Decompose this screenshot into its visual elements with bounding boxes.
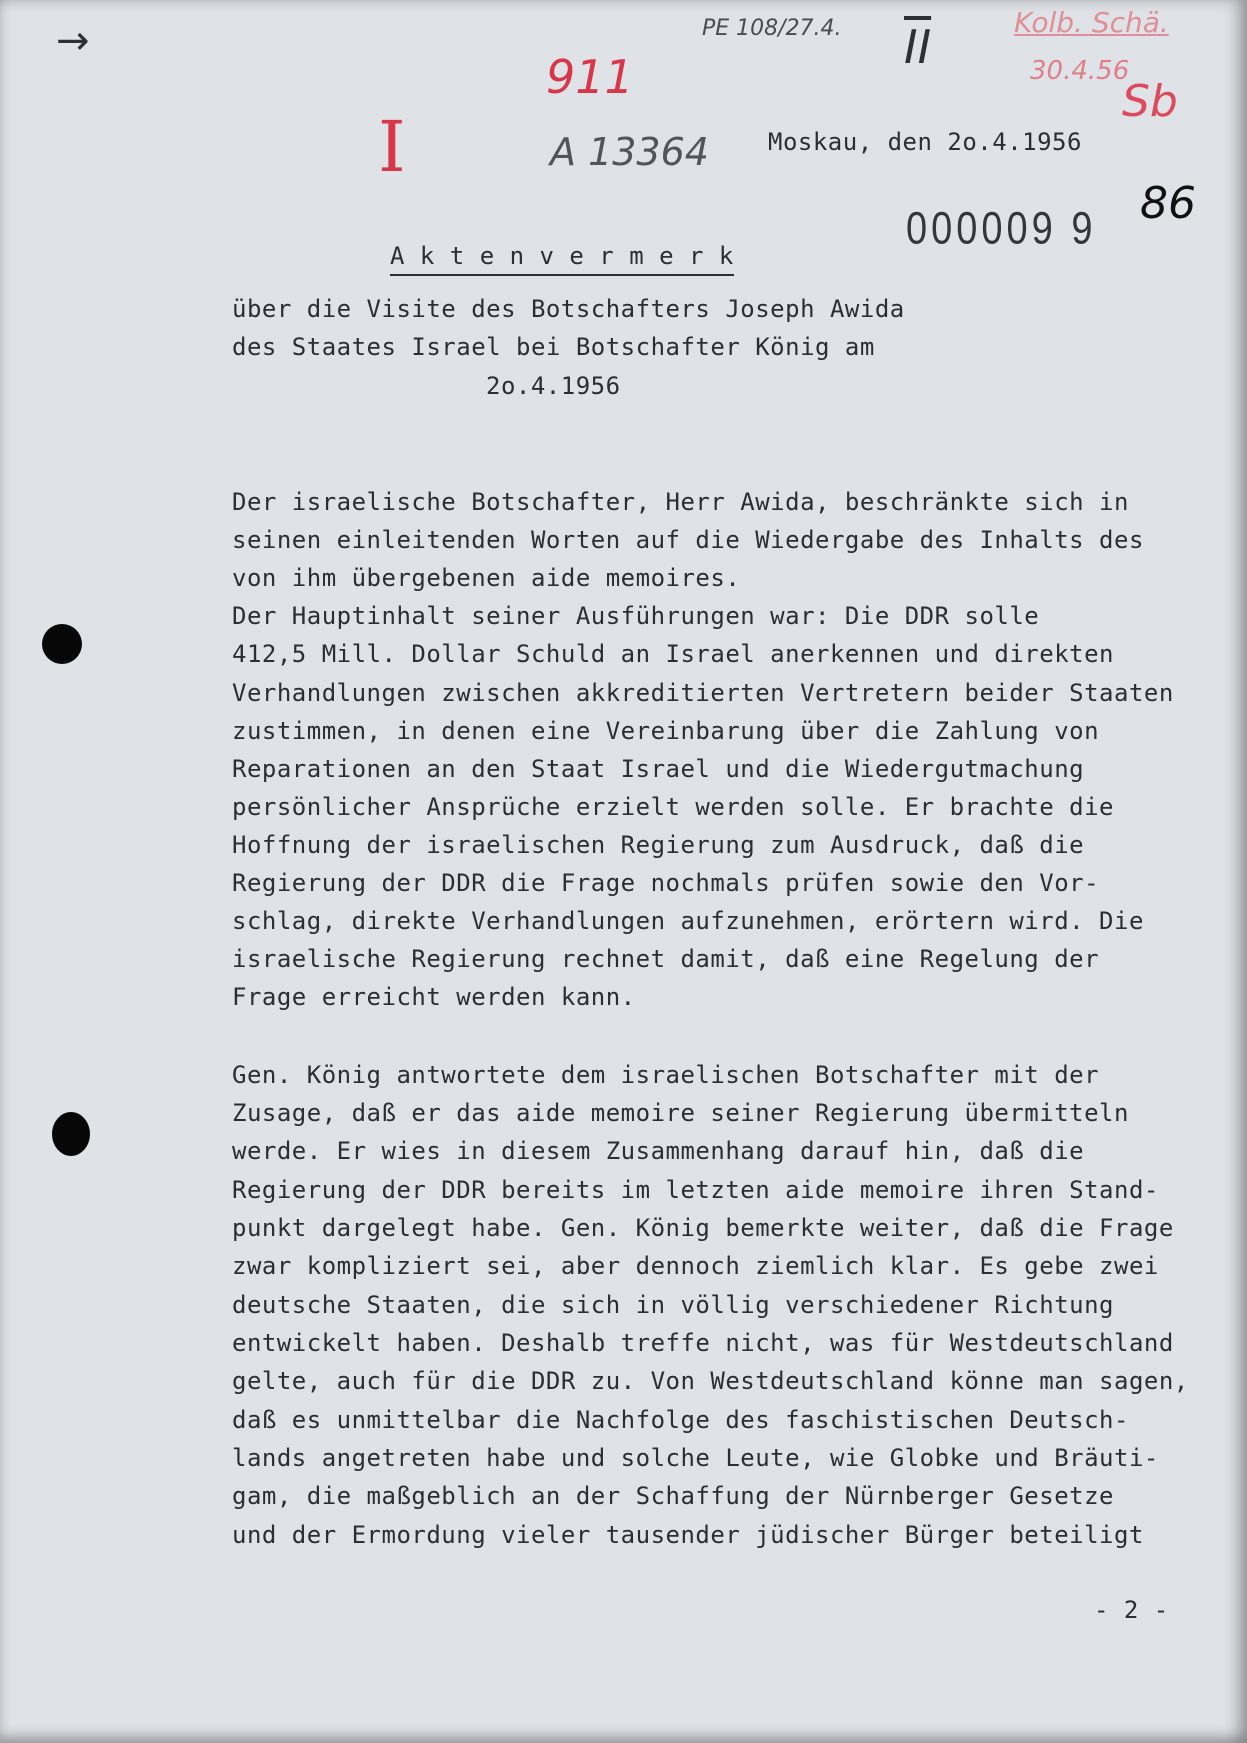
- paragraph-line: entwickelt haben. Deshalb treffe nicht, was für Westdeutschland: [232, 1329, 1174, 1357]
- signature-top-right: Kolb. Schä.: [1014, 6, 1169, 39]
- paragraph-line: Regierung der DDR bereits im letzten aide memoire ihren Stand-: [232, 1176, 1159, 1204]
- paragraph-line: Hoffnung der israelischen Regierung zum Ausdruck, daß die: [232, 831, 1085, 859]
- paragraph-line: zustimmen, in denen eine Vereinbarung über die Zahlung von: [232, 717, 1100, 745]
- next-page-marker: - 2 -: [1094, 1596, 1169, 1624]
- paragraph-line: schlag, direkte Verhandlungen aufzunehmen, erörtern wird. Die: [232, 907, 1144, 935]
- paragraph-line: Der israelische Botschafter, Herr Awida, beschränkte sich in: [232, 488, 1129, 516]
- paragraph-line: gelte, auch für die DDR zu. Von Westdeutschland könne man sagen,: [232, 1367, 1189, 1395]
- file-number-red: 911: [546, 50, 634, 104]
- paragraph-line: von ihm übergebenen aide memoires.: [232, 564, 741, 592]
- paragraph-line: Zusage, daß er das aide memoire seiner Regierung übermitteln: [232, 1099, 1129, 1127]
- paragraph-line: und der Ermordung vieler tausender jüdischer Bürger beteiligt: [232, 1521, 1144, 1549]
- punch-hole-upper: [42, 624, 82, 664]
- paragraph-line: Gen. König antwortete dem israelischen Botschafter mit der: [232, 1061, 1100, 1089]
- paragraph-line: 412,5 Mill. Dollar Schuld an Israel anerkennen und direkten: [232, 640, 1115, 668]
- place-and-date: Moskau, den 2o.4.1956: [768, 128, 1082, 156]
- page-number-handwritten: 86: [1140, 178, 1196, 229]
- subtitle-line: 2o.4.1956: [486, 372, 621, 400]
- paragraph-line: gam, die maßgeblich an der Schaffung der Nürnberger Gesetze: [232, 1482, 1115, 1510]
- paragraph-line: Reparationen an den Staat Israel und die Wiedergutmachung: [232, 755, 1085, 783]
- paragraph-line: Der Hauptinhalt seiner Ausführungen war: Die DDR solle: [232, 602, 1040, 630]
- document-title: A k t e n v e r m e r k: [390, 242, 734, 276]
- paragraph-line: lands angetreten habe und solche Leute, wie Globke und Bräuti-: [232, 1444, 1159, 1472]
- paragraph-line: Regierung der DDR die Frage nochmals prüfen sowie den Vor-: [232, 869, 1100, 897]
- paragraph-line: werde. Er wies in diesem Zusammenhang darauf hin, daß die: [232, 1137, 1085, 1165]
- paragraph-line: zwar kompliziert sei, aber dennoch ziemlich klar. Es gebe zwei: [232, 1252, 1159, 1280]
- paragraph-line: deutsche Staaten, die sich in völlig verschiedener Richtung: [232, 1291, 1115, 1319]
- file-number-pencil: A 13364: [550, 130, 709, 174]
- reference-number: PE 108/27.4.: [702, 16, 842, 41]
- arrow-mark: →: [56, 18, 90, 64]
- initials-red: Sb: [1122, 76, 1178, 127]
- subtitle-line: über die Visite des Botschafters Joseph Awida: [232, 295, 905, 323]
- paragraph-line: seinen einleitenden Worten auf die Wiedergabe des Inhalts des: [232, 526, 1144, 554]
- paragraph-line: Verhandlungen zwischen akkreditierten Vertretern beider Staaten: [232, 679, 1174, 707]
- handwritten-date: 30.4.56: [1030, 56, 1130, 86]
- paragraph-line: persönlicher Ansprüche erzielt werden solle. Er brachte die: [232, 793, 1115, 821]
- punch-hole-lower: [52, 1112, 90, 1156]
- paragraph-line: Frage erreicht werden kann.: [232, 983, 636, 1011]
- roman-numeral-one: I: [378, 106, 406, 188]
- paragraph-line: israelische Regierung rechnet damit, daß eine Regelung der: [232, 945, 1100, 973]
- paragraph-line: daß es unmittelbar die Nachfolge des faschistischen Deutsch-: [232, 1406, 1129, 1434]
- subtitle-line: des Staates Israel bei Botschafter König am: [232, 333, 875, 361]
- roman-numeral-two: $\overline{II}$: [904, 20, 932, 74]
- stamp-number: 000009 9: [906, 204, 1097, 255]
- paragraph-line: punkt dargelegt habe. Gen. König bemerkte weiter, daß die Frage: [232, 1214, 1174, 1242]
